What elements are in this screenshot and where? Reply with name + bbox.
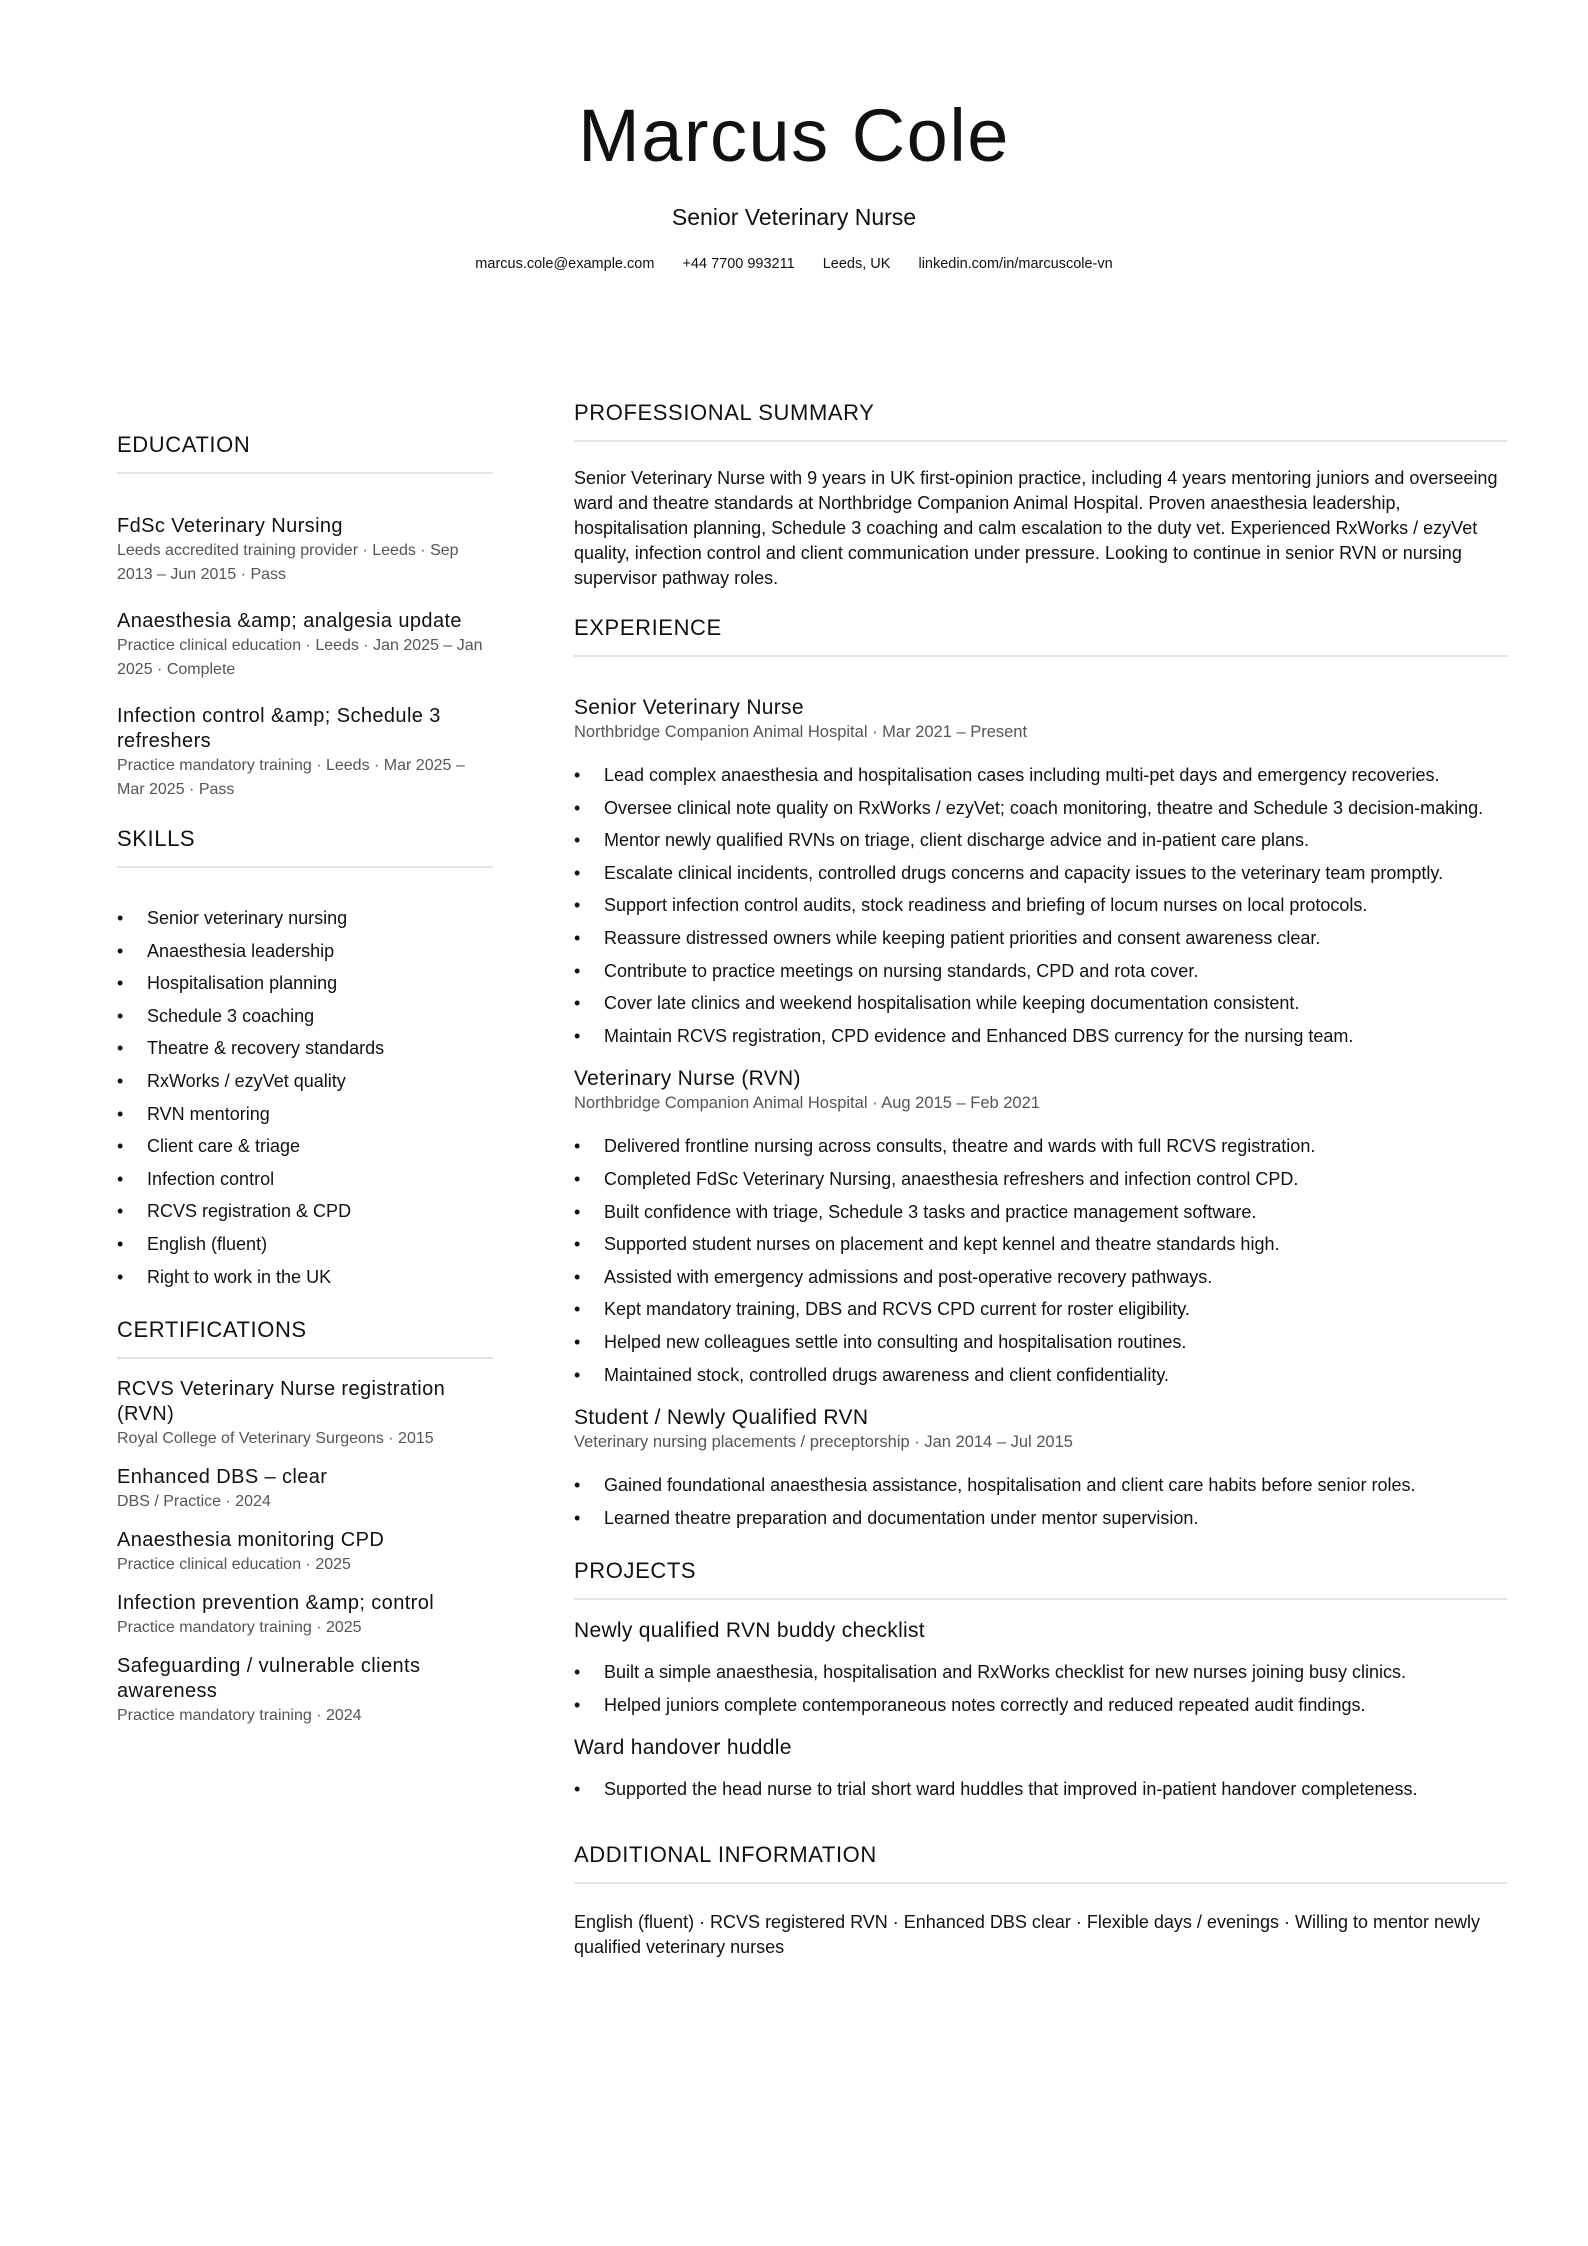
- job-bullets: [574, 759, 1507, 1052]
- section-heading: CERTIFICATIONS: [117, 1317, 307, 1343]
- job-bullet: • Lead complex anaesthesia and hospitalisation cases including multi-pet days and emergency recoveries.: [574, 759, 1507, 792]
- skill-item: • Client care & triage: [117, 1130, 493, 1163]
- certifications-section: [117, 1315, 493, 1728]
- job-bullets: [574, 1130, 1507, 1391]
- job-bullet: • Support infection control audits, stock readiness and briefing of locum nurses on local protocols.: [574, 889, 1507, 922]
- job-bullet: • Kept mandatory training, DBS and RCVS CPD current for roster eligibility.: [574, 1293, 1507, 1326]
- education-section: [117, 430, 493, 802]
- project-bullet: • Supported the head nurse to trial short ward huddles that improved in-patient handover completeness.: [574, 1773, 1507, 1806]
- skill-item: • Theatre & recovery standards: [117, 1032, 493, 1065]
- skill-item: • Anaesthesia leadership: [117, 935, 493, 968]
- left-column: [117, 430, 493, 1728]
- job-entry: [574, 695, 1507, 1052]
- section-heading: PROFESSIONAL SUMMARY: [574, 400, 875, 425]
- skill-item: • RCVS registration & CPD: [117, 1195, 493, 1228]
- job-bullet: • Built confidence with triage, Schedule 3 tasks and practice management software.: [574, 1196, 1507, 1229]
- summary-text: Senior Veterinary Nurse with 9 years in UK first-opinion practice, including 4 years mentoring juniors and overseeing ward and theatre standards at Northbridge Companion Animal Hospital. Proven anaesthesia leadership, hospitalisation planning, Schedule 3 coaching and calm escalation to the duty vet. Experienced RxWorks / ezyVet quality, infection control and client communication under pressure. Looking to continue in senior RVN or nursing supervisor pathway roles.: [574, 468, 1498, 588]
- skill-item: • RxWorks / ezyVet quality: [117, 1065, 493, 1098]
- certification-title: RCVS Veterinary Nurse registration (RVN): [117, 1378, 446, 1426]
- additional-section: [574, 1840, 1507, 1960]
- job-bullet: • Delivered frontline nursing across consults, theatre and wards with full RCVS registration.: [574, 1130, 1507, 1163]
- certification-details: Royal College of Veterinary Surgeons · 2015: [117, 1430, 434, 1448]
- candidate-name: Marcus Cole: [578, 94, 1010, 177]
- certification-details: Practice mandatory training · 2024: [117, 1707, 362, 1725]
- additional-text: English (fluent) · RCVS registered RVN · Enhanced DBS clear · Flexible days / evenings · Willing to mentor newly qualified veterinary nurses: [574, 1912, 1481, 1958]
- education-title: Anaesthesia &amp; analgesia update: [117, 610, 462, 632]
- skill-item: • Hospitalisation planning: [117, 967, 493, 1000]
- certification-item: [117, 1528, 493, 1577]
- job-details: Northbridge Companion Animal Hospital · Mar 2021 – Present: [574, 723, 1028, 741]
- education-details: Leeds accredited training provider · Leeds · Sep 2013 – Jun 2015 · Pass: [117, 542, 459, 583]
- education-item: [117, 514, 493, 587]
- section-divider: [117, 1357, 493, 1359]
- skills-list: [117, 902, 493, 1293]
- skill-item: • RVN mentoring: [117, 1098, 493, 1131]
- section-heading: PROJECTS: [574, 1558, 697, 1584]
- project-bullet: • Built a simple anaesthesia, hospitalisation and RxWorks checklist for new nurses joining busy clinics.: [574, 1656, 1507, 1689]
- experience-section: [574, 613, 1507, 1534]
- job-bullet: • Cover late clinics and weekend hospitalisation while keeping documentation consistent.: [574, 987, 1507, 1020]
- certification-details: Practice mandatory training · 2025: [117, 1619, 362, 1637]
- job-bullet: • Completed FdSc Veterinary Nursing, anaesthesia refreshers and infection control CPD.: [574, 1163, 1507, 1196]
- section-divider: [574, 1598, 1507, 1600]
- education-title: FdSc Veterinary Nursing: [117, 515, 343, 537]
- job-title: Veterinary Nurse (RVN): [574, 1067, 801, 1091]
- certification-details: Practice clinical education · 2025: [117, 1556, 351, 1574]
- job-bullet: • Learned theatre preparation and documentation under mentor supervision.: [574, 1502, 1507, 1535]
- job-bullet: • Assisted with emergency admissions and post-operative recovery pathways.: [574, 1261, 1507, 1294]
- education-details: Practice clinical education · Leeds · Jan 2025 – Jan 2025 · Complete: [117, 637, 483, 678]
- job-bullet: • Mentor newly qualified RVNs on triage, client discharge advice and in-patient care plans.: [574, 824, 1507, 857]
- section-divider: [574, 1882, 1507, 1884]
- job-details: Northbridge Companion Animal Hospital · Aug 2015 – Feb 2021: [574, 1094, 1040, 1113]
- right-column: [574, 398, 1507, 1960]
- project-title: Ward handover huddle: [574, 1736, 792, 1760]
- education-item: [117, 704, 493, 802]
- project-entry: [574, 1618, 1507, 1721]
- job-bullet: • Escalate clinical incidents, controlled drugs concerns and capacity issues to the veterinary team promptly.: [574, 857, 1507, 890]
- job-bullet: • Maintain RCVS registration, CPD evidence and Enhanced DBS currency for the nursing team.: [574, 1020, 1507, 1053]
- section-divider: [574, 440, 1507, 442]
- skill-item: • Schedule 3 coaching: [117, 1000, 493, 1033]
- section-heading: ADDITIONAL INFORMATION: [574, 1842, 877, 1868]
- job-bullet: • Helped new colleagues settle into consulting and hospitalisation routines.: [574, 1326, 1507, 1359]
- certification-title: Safeguarding / vulnerable clients awareness: [117, 1655, 421, 1703]
- certification-item: [117, 1654, 493, 1728]
- section-heading: SKILLS: [117, 826, 196, 851]
- certification-item: [117, 1465, 493, 1514]
- project-bullets: [574, 1773, 1507, 1806]
- certification-title: Enhanced DBS – clear: [117, 1466, 328, 1489]
- certification-item: [117, 1377, 493, 1451]
- project-entry: [574, 1735, 1507, 1806]
- job-bullet: • Maintained stock, controlled drugs awareness and client confidentiality.: [574, 1359, 1507, 1392]
- skill-item: • Right to work in the UK: [117, 1261, 493, 1294]
- job-bullet: • Supported student nurses on placement and kept kennel and theatre standards high.: [574, 1228, 1507, 1261]
- certification-title: Infection prevention &amp; control: [117, 1592, 435, 1615]
- skill-item: • Senior veterinary nursing: [117, 902, 493, 935]
- section-divider: [574, 655, 1507, 657]
- project-title: Newly qualified RVN buddy checklist: [574, 1619, 925, 1643]
- education-item: [117, 609, 493, 682]
- candidate-title: Senior Veterinary Nurse: [671, 204, 917, 230]
- job-entry: [574, 1066, 1507, 1391]
- skills-section: [117, 824, 493, 1293]
- contact-location: Leeds, UK: [822, 256, 891, 272]
- certification-title: Anaesthesia monitoring CPD: [117, 1529, 385, 1552]
- summary-section: [574, 398, 1507, 591]
- job-title: Senior Veterinary Nurse: [574, 696, 804, 719]
- job-title: Student / Newly Qualified RVN: [574, 1406, 869, 1430]
- section-heading: EDUCATION: [117, 432, 251, 457]
- education-details: Practice mandatory training · Leeds · Mar 2025 – Mar 2025 · Pass: [117, 757, 465, 798]
- contact-linkedin: linkedin.com/in/marcuscole-vn: [918, 256, 1113, 272]
- contact-phone: +44 7700 993211: [682, 256, 795, 272]
- project-bullet: • Helped juniors complete contemporaneous notes correctly and reduced repeated audit findings.: [574, 1689, 1507, 1722]
- job-bullets: [574, 1469, 1507, 1534]
- job-bullet: • Gained foundational anaesthesia assistance, hospitalisation and client care habits before senior roles.: [574, 1469, 1507, 1502]
- education-title: Infection control &amp; Schedule 3 refreshers: [117, 705, 441, 752]
- certification-details: DBS / Practice · 2024: [117, 1493, 271, 1511]
- projects-section: [574, 1556, 1507, 1806]
- project-bullets: [574, 1656, 1507, 1721]
- section-divider: [117, 866, 493, 868]
- contact-line: [0, 254, 1588, 274]
- skill-item: • English (fluent): [117, 1228, 493, 1261]
- job-entry: [574, 1405, 1507, 1534]
- resume-header: [0, 90, 1588, 274]
- job-details: Veterinary nursing placements / preceptorship · Jan 2014 – Jul 2015: [574, 1433, 1073, 1452]
- certification-item: [117, 1591, 493, 1640]
- job-bullet: • Reassure distressed owners while keeping patient priorities and consent awareness clear.: [574, 922, 1507, 955]
- skill-item: • Infection control: [117, 1163, 493, 1196]
- section-heading: EXPERIENCE: [574, 615, 722, 640]
- job-bullet: • Oversee clinical note quality on RxWorks / ezyVet; coach monitoring, theatre and Schedule 3 decision-making.: [574, 792, 1507, 825]
- contact-email: marcus.cole@example.com: [475, 256, 655, 272]
- job-bullet: • Contribute to practice meetings on nursing standards, CPD and rota cover.: [574, 955, 1507, 988]
